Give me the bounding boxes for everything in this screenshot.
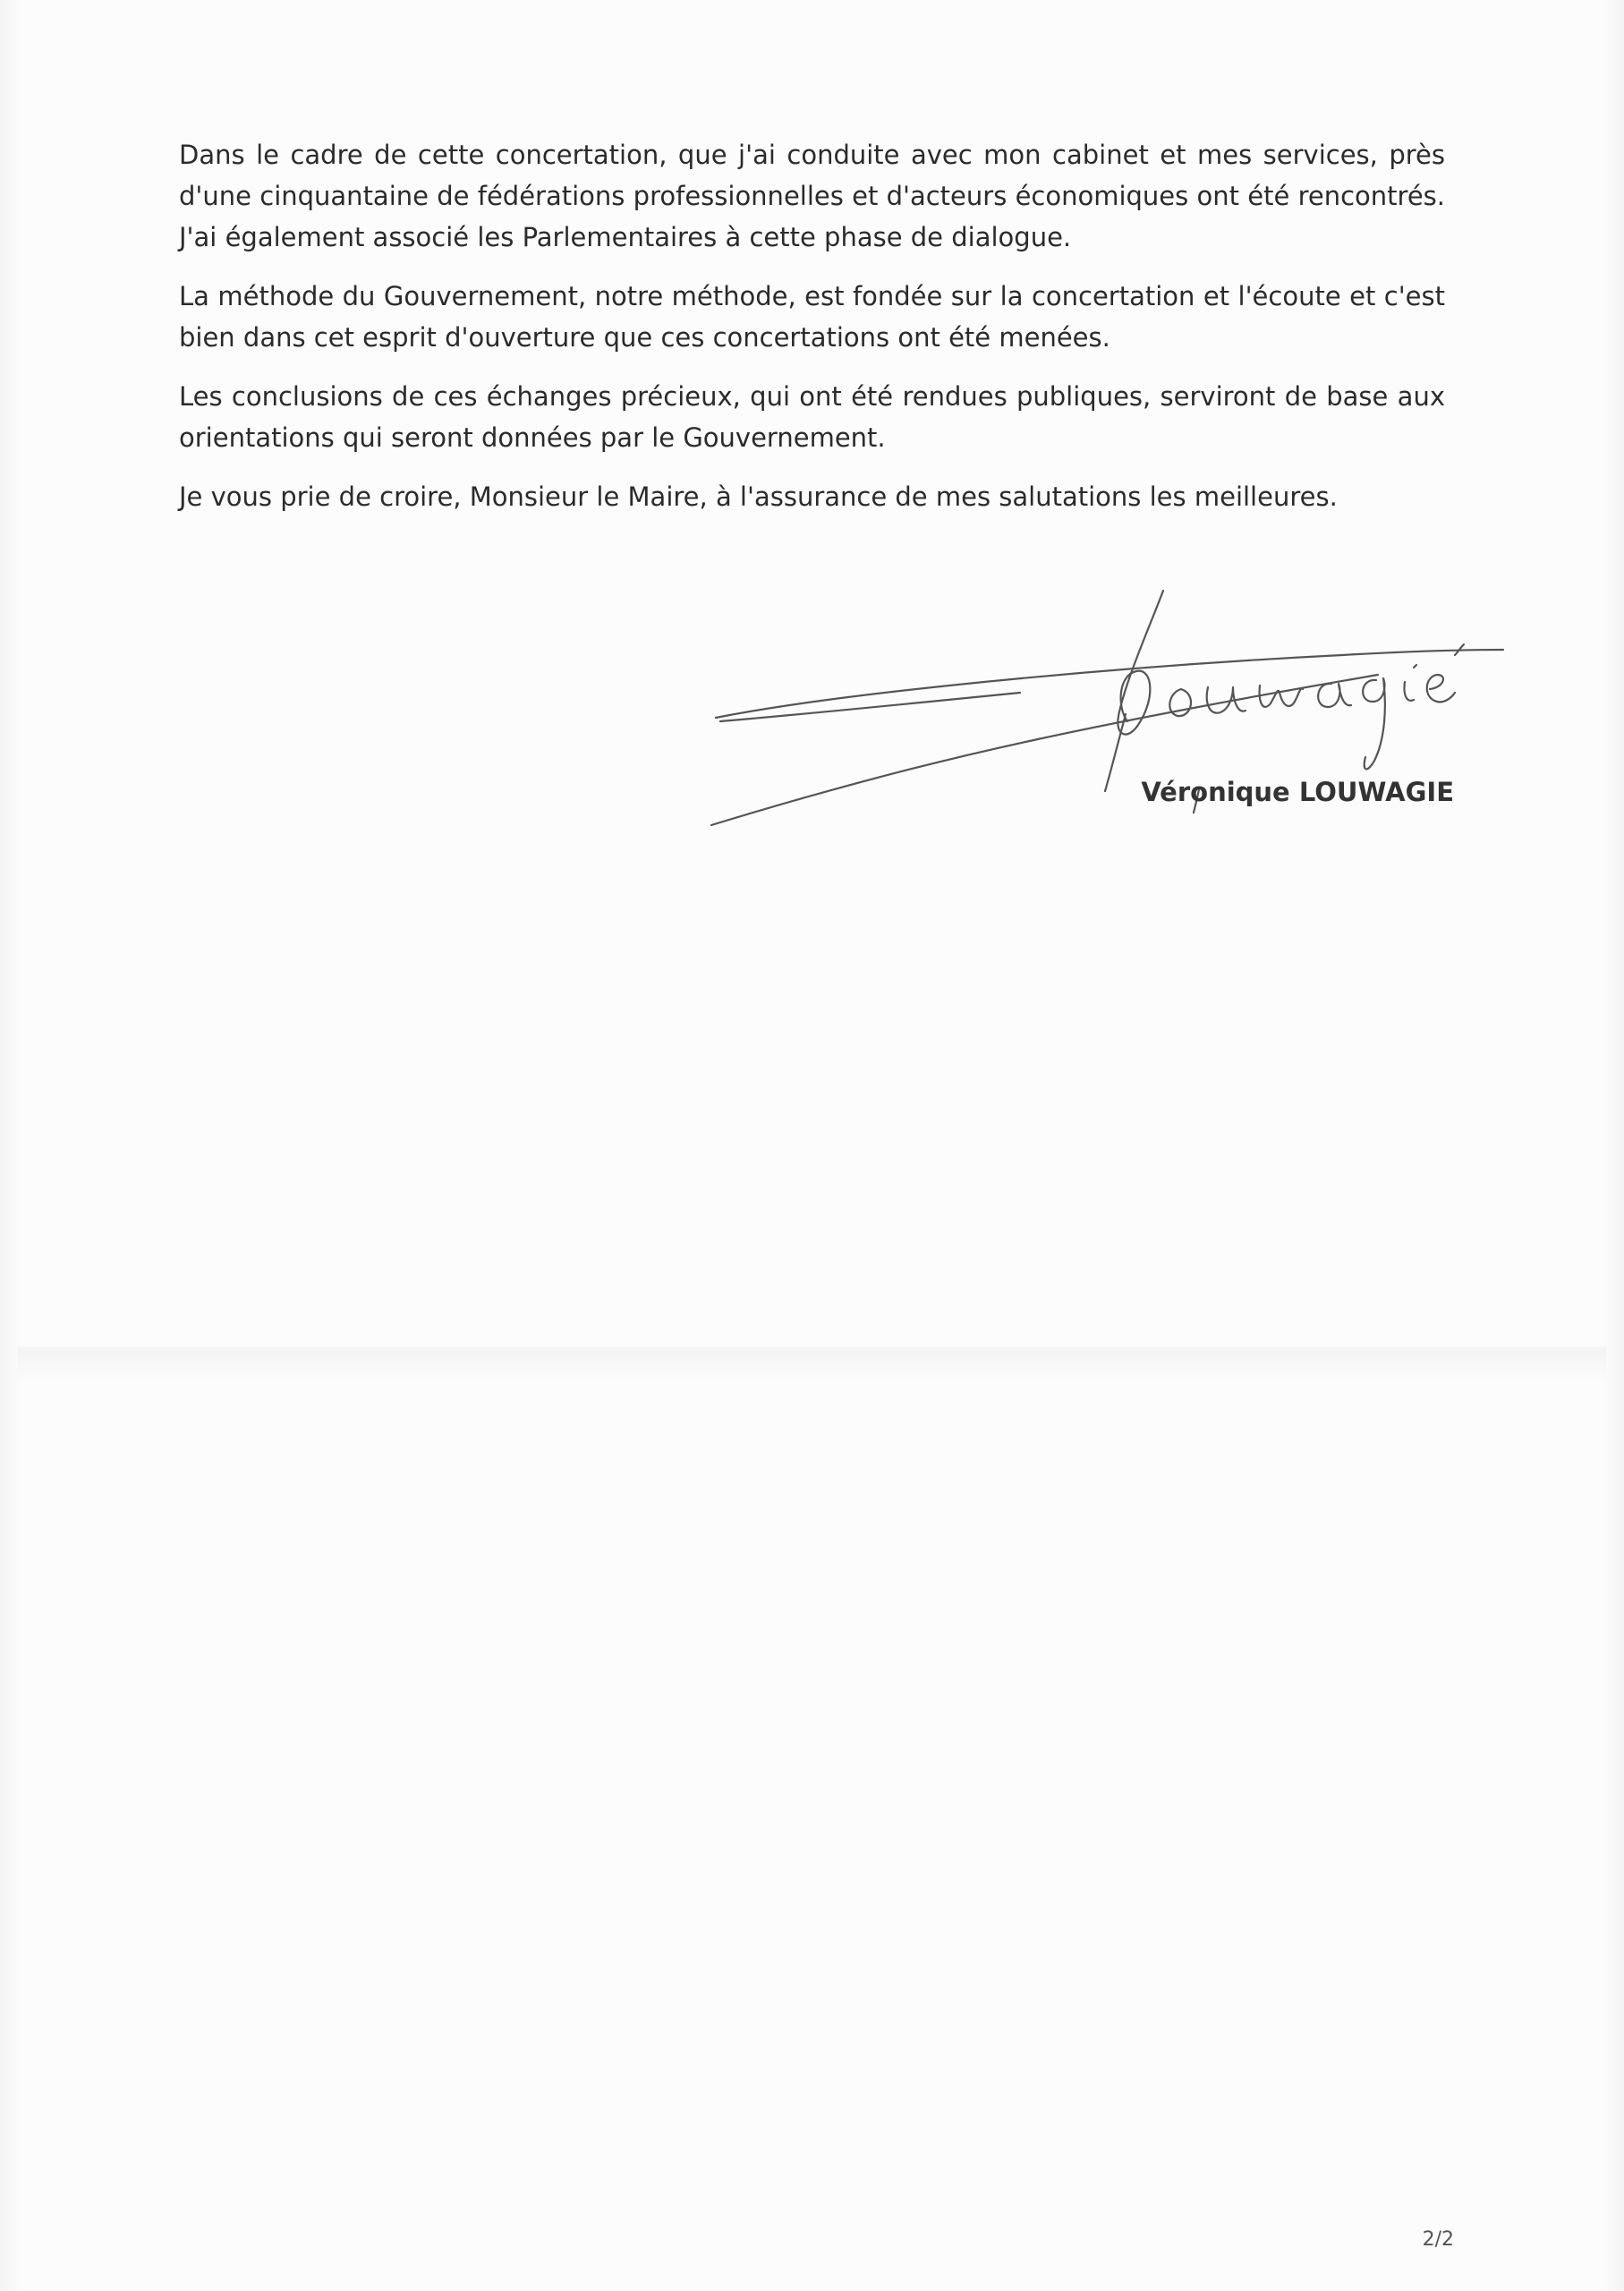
paper-fold-shadow [18, 1347, 1606, 1383]
scan-edge-shadow-right [1601, 0, 1624, 2291]
signatory-name: Véronique LOUWAGIE [1141, 777, 1454, 807]
paragraph-conclusions: Les conclusions de ces échanges précieux, qui ont été rendues publiques, serviront de base aux orientations qui seront données par le Gouvernement. [179, 381, 1445, 453]
letter-body [179, 134, 1445, 535]
scan-edge-shadow-left [0, 0, 23, 2291]
paragraph-concertation: Dans le cadre de cette concertation, que j'ai conduite avec mon cabinet et mes services, près d'une cinquantaine de fédérations professionnelles et d'acteurs économiques ont été rencontrés. J'ai également associé les Parlementaires à cette phase de dialogue. [179, 140, 1445, 252]
paragraph-salutations: Je vous prie de croire, Monsieur le Maire, à l'assurance de mes salutations les meilleures. [179, 481, 1338, 512]
paragraph-methode: La méthode du Gouvernement, notre méthode, est fondée sur la concertation et l'écoute et c'est bien dans cet esprit d'ouverture que ces concertations ont été menées. [179, 281, 1445, 353]
handwritten-signature [698, 582, 1521, 850]
page-number: 2/2 [1422, 2228, 1454, 2251]
